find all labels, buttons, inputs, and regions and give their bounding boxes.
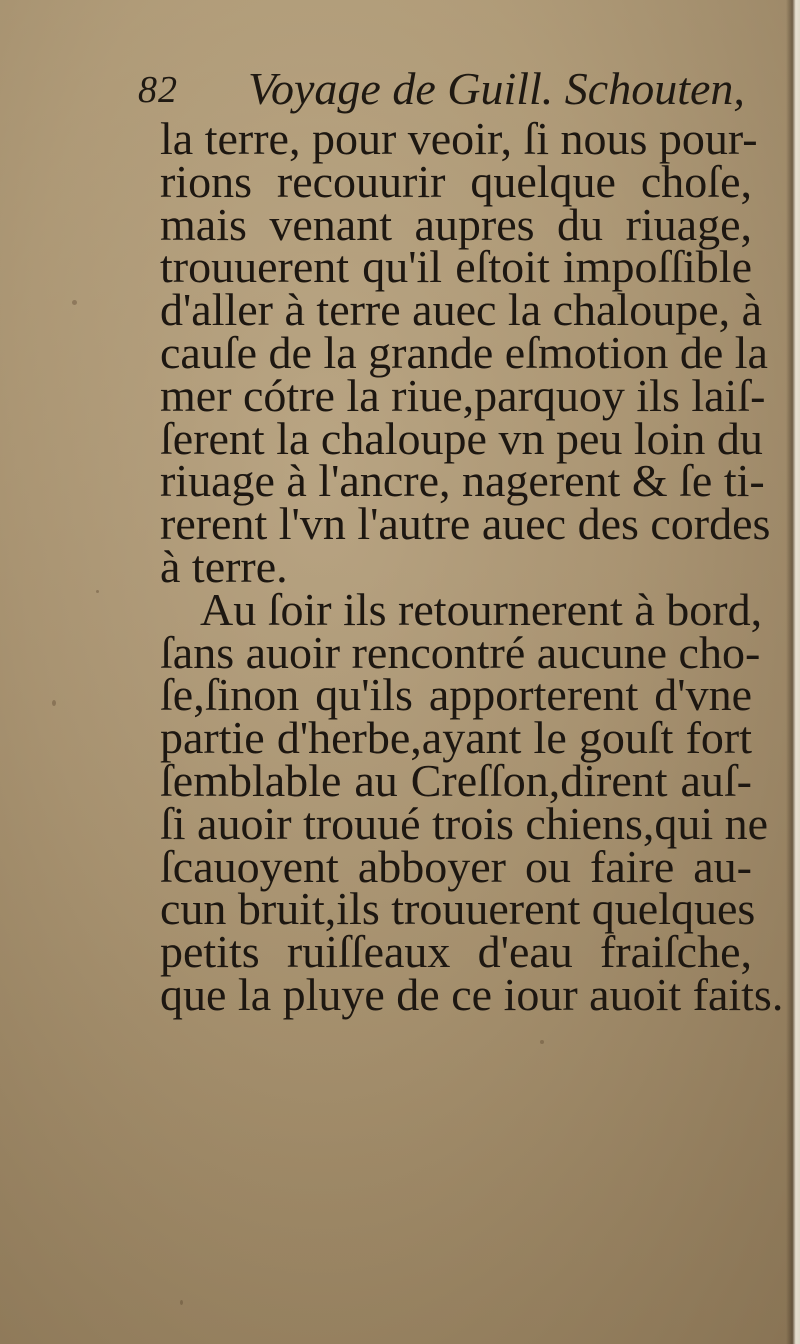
paper-speckle — [540, 1040, 544, 1044]
text-line: à terre. — [160, 541, 288, 592]
text-line: la terre, pour veoir, ſi nous pour- — [160, 113, 758, 164]
text-line: riuage à l'ancre, nagerent & ſe ti- — [160, 455, 765, 507]
text-line: ſcauoyent abboyer ou faire au- — [160, 840, 752, 892]
text-line: petits ruiſſeaux d'eau fraiſche, — [160, 926, 752, 978]
page-edge — [786, 0, 800, 1344]
text-line: cun bruit,ils trouuerent quelques — [160, 883, 756, 935]
text-line: ſerent la chaloupe vn peu loin du — [160, 412, 763, 464]
text-line: ſi auoir trouué trois chiens,qui ne — [160, 797, 769, 849]
running-title: Voyage de Guill. Schouten, — [248, 63, 745, 114]
text-line: mais venant aupres du riuage, — [160, 198, 752, 250]
text-line: ſans auoir rencontré aucune cho- — [160, 626, 761, 678]
text-line: rerent l'vn l'autre auec des cordes — [160, 498, 771, 550]
paper-speckle — [52, 700, 56, 706]
text-line: partie d'herbe,ayant le gouſt fort — [160, 712, 752, 764]
text-line: que la pluye de ce iour auoit faits. — [160, 969, 784, 1020]
text-line: Au ſoir ils retournerent à bord, — [200, 583, 763, 635]
text-line: mer cótre la riue,parquoy ils laiſ- — [160, 369, 766, 421]
text-line: d'aller à terre auec la chaloupe, à — [160, 284, 763, 336]
text-line: cauſe de la grande eſmotion de la — [160, 327, 768, 378]
text-line: rions recouurir quelque choſe, — [160, 155, 752, 207]
paper-speckle — [96, 590, 99, 593]
paper-speckle — [180, 1300, 183, 1305]
page-number: 82 — [138, 69, 178, 111]
text-line: ſe,ſinon qu'ils apporterent d'vne — [160, 669, 752, 721]
text-line: ſemblable au Creſſon,dirent auſ- — [160, 755, 752, 806]
paper-speckle — [72, 300, 77, 305]
text-line: trouuerent qu'il eſtoit impoſſible — [160, 241, 752, 293]
